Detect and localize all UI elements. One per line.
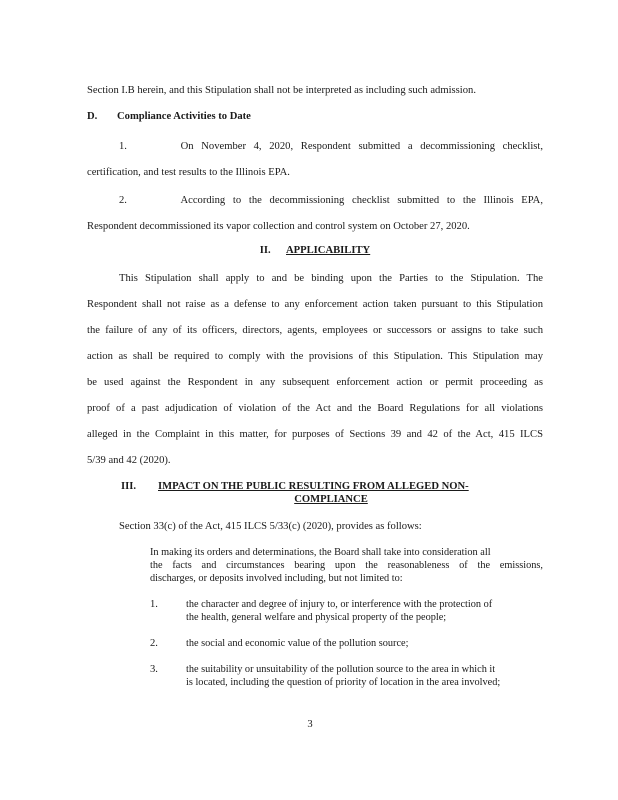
factor-3-line2: is located, including the question of priority of location in the area involved;: [186, 677, 501, 688]
page-number: 3: [307, 719, 313, 730]
compliance-item-1-num: 1.: [119, 141, 127, 152]
factor-2-line1: the social and economic value of the pollution source;: [186, 638, 409, 649]
applicability-line: 5/39 and 42 (2020).: [87, 455, 171, 466]
applicability-line: This Stipulation shall apply to and be binding upon the Parties to the Stipulation. The: [119, 273, 543, 284]
compliance-item-1: [87, 140, 543, 153]
compliance-item-2-line2: Respondent decommissioned its vapor collection and control system on October 27, 2020.: [87, 221, 470, 232]
section-ii-numeral: II.: [259, 245, 271, 256]
applicability-line: action as shall be required to comply with the provisions of this Stipulation. This Stipulation may: [87, 351, 543, 362]
continuation-line: Section I.B herein, and this Stipulation shall not be interpreted as including such admission.: [87, 85, 476, 96]
section-d-letter: D.: [87, 111, 98, 122]
section-d-title: Compliance Activities to Date: [117, 111, 251, 122]
section-iii-title-line2-wrap: [158, 493, 504, 506]
section-ii-title: APPLICABILITY: [286, 245, 371, 256]
compliance-item-2: [87, 194, 543, 207]
applicability-line: Respondent shall not raise as a defense to any enforcement action taken pursuant to this Stipulation: [87, 299, 543, 310]
applicability-line: the failure of any of its officers, directors, agents, employees or successors or assigns to take such: [87, 325, 543, 336]
compliance-item-2-num: 2.: [119, 195, 127, 206]
factor-1-num: 1.: [150, 599, 158, 610]
section-iii-title-line1: IMPACT ON THE PUBLIC RESULTING FROM ALLEGED NON-: [158, 481, 469, 492]
factor-1-line1: the character and degree of injury to, or interference with the protection of: [186, 599, 493, 610]
section-iii-numeral: III.: [121, 481, 137, 492]
factor-1-line2: the health, general welfare and physical property of the people;: [186, 612, 447, 623]
compliance-item-1-line2: certification, and test results to the Illinois EPA.: [87, 167, 290, 178]
section-ii-heading: [87, 244, 543, 257]
section-33c-intro: Section 33(c) of the Act, 415 ILCS 5/33(c) (2020), provides as follows:: [119, 521, 422, 532]
factor-2-num: 2.: [150, 638, 158, 649]
quote-line: In making its orders and determinations, the Board shall take into consideration all: [150, 547, 491, 558]
section-iii-heading: [121, 480, 521, 493]
applicability-line: be used against the Respondent in any subsequent enforcement action or permit proceeding as: [87, 377, 543, 388]
compliance-item-1-line1: On November 4, 2020, Respondent submitted a decommissioning checklist,: [180, 141, 543, 152]
quote-line: discharges, or deposits involved including, but not limited to:: [150, 573, 403, 584]
compliance-item-2-line1: According to the decommissioning checklist submitted to the Illinois EPA,: [180, 195, 543, 206]
applicability-line: proof of a past adjudication of violation of the Act and the Board Regulations for all violations: [87, 403, 543, 414]
factor-3-num: 3.: [150, 664, 158, 675]
factor-3-line1: the suitability or unsuitability of the pollution source to the area in which it: [186, 664, 496, 675]
applicability-line: alleged in the Complaint in this matter, for purposes of Sections 39 and 42 of the Act, 415 ILCS: [87, 429, 543, 440]
quote-line: the facts and circumstances bearing upon the reasonableness of the emissions,: [150, 560, 543, 571]
section-iii-title-line2: COMPLIANCE: [294, 494, 368, 505]
section-d-heading: [87, 110, 543, 123]
